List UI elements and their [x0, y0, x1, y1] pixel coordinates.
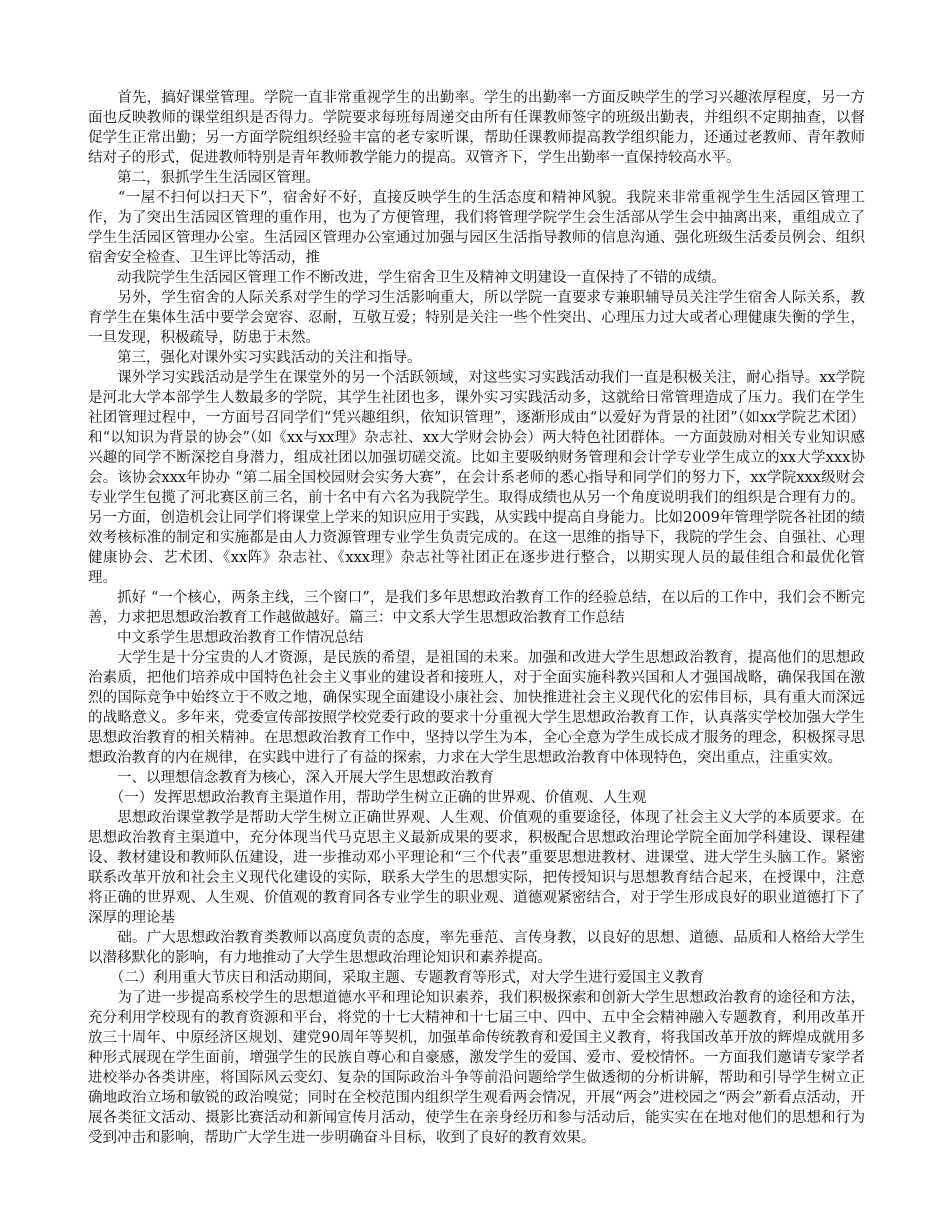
paragraph-practice-activities: 课外学习实践活动是学生在课堂外的另一个活跃领域，对这些实习实践活动我们一直是积极关注，耐心指导。xx学院是河北大学本部学生人数最多的学院，其学生社团也多，课外实习实践活动多，这就给日常管理造成了压力。我们在学生社团管理过程中，一方面号召同学们“凭兴趣组织，依知识管理”，逐渐形成由“以爱好为背景的社团”（如xx学院艺术团）和“以知识为背景的协会”（如《xx与xx理》杂志社、xx大学财会协会）两大特色社团群体。一方面鼓励对相关专业知识感兴趣的同学不断深挖自身潜力，组成社团以加强切磋交流。比如主要吸纳财务管理和会计学专业学生成立的xx大学xxx协会。该协会xxx年协办 “第二届全国校园财会实务大赛”，在会计系老师的悉心指导和同学们的努力下，xx学院xxx级财会专业学生包揽了河北赛区前三名，前十名中有六名为我院学生。取得成绩也从另一个角度说明我们的组织是合理有力的。另一方面，创造机会让同学们将课堂上学来的知识应用于实践，从实践中提高自身能力。比如2009年管理学院各社团的绩效考核标准的制定和实施都是由人力资源管理专业学生负责完成的。在这一思维的指导下，我院的学生会、自强社、心理健康协会、艺术团、《xx阵》杂志社、《xxx理》杂志社等社团正在逐步进行整合，以期实现人员的最佳组合和最优化管理。	[88, 370, 865, 586]
title-chinese-dept-summary: 中文系学生思想政治教育工作情况总结	[88, 630, 364, 646]
subheading-festivals-patriotism: （二）利用重大节庆日和活动期间，采取主题、专题教育等形式，对大学生进行爱国主义教育	[88, 970, 705, 986]
paragraph-classroom-teaching: 思想政治课堂教学是帮助大学生树立正确世界观、人生观、价值观的重要途径，体现了社会主义大学的本质要求。在思想政治教育主渠道中，充分体现当代马克思主义最新成果的要求，积极配合思想政治理论学院全面加学科建设、课程建设、教材建设和教师队伍建设，进一步推动邓小平理论和“三个代表”重要思想进教材、进课堂、进大学生头脑工作。紧密联系改革开放和社会主义现代化建设的实际，联系大学生的思想实际，把传授知识与思想教育结合起来，在授课中，注意将正确的世界观、人生观、价值观的教育同各专业学生的职业观、道德观紧密结合，对于学生形成良好的职业道德打下了深厚的理论基	[88, 810, 865, 926]
paragraph-talent-resources: 大学生是十分宝贵的人才资源，是民族的希望，是祖国的未来。加强和改进大学生思想政治教育，提高他们的思想政治素质，把他们培养成中国特色社会主义事业的建设者和接班人，对于全面实施科教兴国和人才强国战略，确保我国在激烈的国际竞争中始终立于不败之地，确保实现全面建设小康社会、加快推进社会主义现代化的宏伟目标，具有重大而深远的战略意义。多年来，党委宣传部按照学校党委行政的要求十分重视大学生思想政治教育工作，认真落实学校加强大学生思想政治教育的相关精神。在思想政治教育工作中，坚持以学生为本，全心全意为学生成长成才服务的理念，积极探寻思想政治教育的内在规律，在实践中进行了有益的探索，力求在大学生思想政治教育中体现特色，突出重点，注重实效。	[88, 650, 865, 766]
paragraph-dorm-attitude: “一屋不扫何以扫天下”，宿舍好不好，直接反映学生的生活态度和精神风貌。我院来非常重视学生生活园区管理工作，为了突出生活园区管理的重作用，也为了方便管理，我们将管理学院学生会生活部从学生会中抽离出来，重组成立了学生生活园区管理办公室。生活园区管理办公室通过加强与园区生活指导教师的信息沟通、强化班级生活委员例会、组织宿舍安全检查、卫生评比等活动，推	[88, 190, 865, 266]
heading-ideals-core: 一、以理想信念教育为核心，深入开展大学生思想政治教育	[88, 770, 494, 786]
heading-second-dorm-management: 第二，狠抓学生生活园区管理。	[88, 170, 320, 186]
subheading-main-channel: （一）发挥思想政治教育主渠道作用，帮助学生树立正确的世界观、价值观、人生观	[88, 790, 647, 806]
heading-third-practice: 第三，强化对课外实习实践活动的关注和指导。	[88, 350, 422, 366]
paragraph-teachers-influence: 础。广大思想政治教育类教师以高度负责的态度，率先垂范、言传身教，以良好的思想、道德、品质和人格给大学生以潜移默化的影响，有力地推动了大学生思想政治理论知识和素养提高。	[88, 930, 865, 966]
paragraph-dorm-relations: 另外，学生宿舍的人际关系对学生的学习生活影响重大，所以学院一直要求专兼职辅导员关注学生宿舍人际关系，教育学生在集体生活中要学会宽容、忍耐，互敬互爱；特别是关注一些个性突出、心理压力过大或者心理健康失衡的学生，一旦发现，积极疏导，防患于未然。	[88, 290, 865, 346]
paragraph-dorm-progress: 动我院学生生活园区管理工作不断改进，学生宿舍卫生及精神文明建设一直保持了不错的成绩。	[88, 270, 726, 286]
paragraph-summary-part3: 抓好 “一个核心，两条主线，三个窗口”，是我们多年思想政治教育工作的经验总结，在以后的工作中，我们会不断完善，力求把思想政治教育工作越做越好。篇三：中文系大学生思想政治教育工作总结	[88, 590, 865, 626]
paragraph-classroom-management: 首先，搞好课堂管理。学院一直非常重视学生的出勤率。学生的出勤率一方面反映学生的学习兴趣浓厚程度，另一方面也反映教师的课堂组织是否得力。学院要求每班每周递交由所有任课教师签字的班级出勤表，并组织不定期抽查，以督促学生正常出勤；另一方面学院组织经验丰富的老专家听课，帮助任课教师提高教学组织能力，还通过老教师、青年教师结对子的形式，促进教师特别是青年教师教学能力的提高。双管齐下，学生出勤率一直保持较高水平。	[88, 90, 865, 166]
paragraph-thematic-education: 为了进一步提高系校学生的思想道德水平和理论知识素养，我们积极探索和创新大学生思想政治教育的途径和方法，充分利用学校现有的教育资源和平台，将党的十七大精神和十七届三中、四中、五中全会精神融入专题教育，利用改革开放三十周年、中原经济区规划、建党90周年等契机，加强革命传统教育和爱国主义教育，将我国改革开放的辉煌成就用多种形式展现在学生面前，增强学生的民族自尊心和自豪感，激发学生的爱国、爱市、爱校情怀。一方面我们邀请专家学者进校举办各类讲座，将国际风云变幻、复杂的国际政治斗争等前沿问题给学生做透彻的分析讲解，帮助和引导学生树立正确地政治立场和敏锐的政治嗅觉；同时在全校范围内组织学生观看两会情况，开展“两会”进校园之“两会”新看点活动，开展各类征文活动、摄影比赛活动和新闻宣传月活动，使学生在亲身经历和参与活动后，能实实在在地对他们的思想和行为受到冲击和影响，帮助广大学生进一步明确奋斗目标，收到了良好的教育效果。	[88, 990, 865, 1146]
